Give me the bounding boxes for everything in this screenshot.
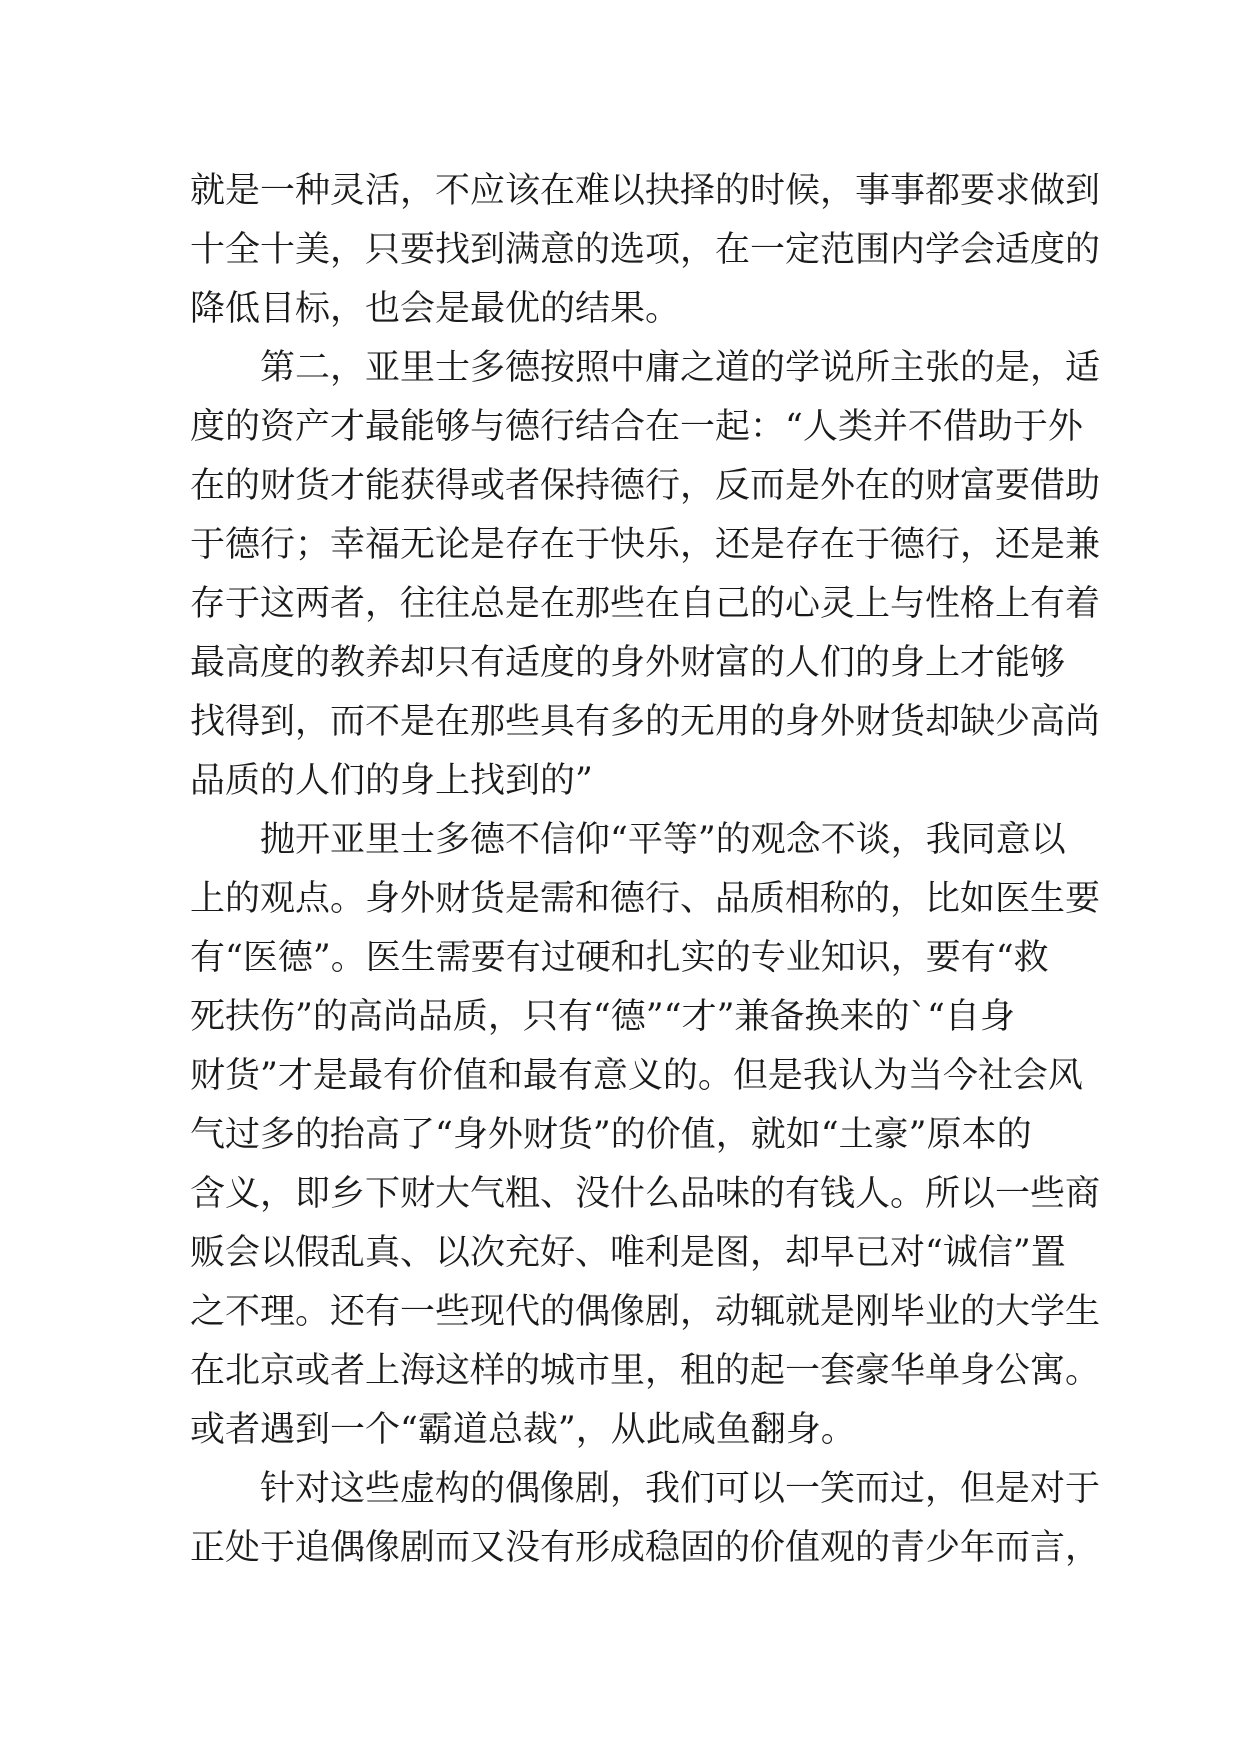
- text-line: 第二，亚里士多德按照中庸之道的学说所主张的是，适: [190, 348, 1101, 388]
- text-line: 于德行；幸福无论是存在于快乐，还是存在于德行，还是兼: [190, 525, 1101, 565]
- text-line: 死扶伤”的高尚品质，只有“德”“才”兼备换来的`“自身: [190, 997, 1015, 1037]
- text-line: 有“医德”。医生需要有过硬和扎实的专业知识，要有“救: [190, 938, 1049, 978]
- paragraph-4: [190, 1460, 1101, 1578]
- text-line: 度的资产才最能够与德行结合在一起：“人类并不借助于外: [190, 407, 1083, 447]
- document-body: [190, 162, 1101, 1578]
- text-line: 财货”才是最有价值和最有意义的。但是我认为当今社会风: [190, 1056, 1083, 1096]
- text-line: 找得到，而不是在那些具有多的无用的身外财货却缺少高尚: [190, 702, 1101, 742]
- text-line: 或者遇到一个“霸道总裁”，从此咸鱼翻身。: [190, 1410, 856, 1450]
- text-line: 存于这两者，往往总是在那些在自己的心灵上与性格上有着: [190, 584, 1101, 624]
- text-line: 正处于追偶像剧而又没有形成稳固的价值观的青少年而言，: [190, 1528, 1101, 1568]
- text-line: 在北京或者上海这样的城市里，租的起一套豪华单身公寓。: [190, 1351, 1101, 1391]
- paragraph-1: [190, 162, 1101, 339]
- text-line: 品质的人们的身上找到的”: [190, 761, 593, 801]
- paragraph-2: [190, 339, 1101, 811]
- text-line: 贩会以假乱真、以次充好、唯利是图，却早已对“诚信”置: [190, 1233, 1066, 1273]
- text-line: 最高度的教养却只有适度的身外财富的人们的身上才能够: [190, 643, 1066, 683]
- text-line: 气过多的抬高了“身外财货”的价值，就如“土豪”原本的: [190, 1115, 1032, 1155]
- text-line: 在的财货才能获得或者保持德行，反而是外在的财富要借助: [190, 466, 1101, 506]
- text-line: 降低目标，也会是最优的结果。: [190, 289, 681, 329]
- text-line: 针对这些虚构的偶像剧，我们可以一笑而过，但是对于: [190, 1469, 1101, 1509]
- paragraph-3: [190, 811, 1101, 1460]
- text-line: 十全十美，只要找到满意的选项，在一定范围内学会适度的: [190, 230, 1101, 270]
- text-line: 就是一种灵活，不应该在难以抉择的时候，事事都要求做到: [190, 171, 1101, 211]
- text-line: 含义，即乡下财大气粗、没什么品味的有钱人。所以一些商: [190, 1174, 1101, 1214]
- text-line: 抛开亚里士多德不信仰“平等”的观念不谈，我同意以: [190, 820, 1066, 860]
- text-line: 之不理。还有一些现代的偶像剧，动辄就是刚毕业的大学生: [190, 1292, 1101, 1332]
- text-line: 上的观点。身外财货是需和德行、品质相称的，比如医生要: [190, 879, 1101, 919]
